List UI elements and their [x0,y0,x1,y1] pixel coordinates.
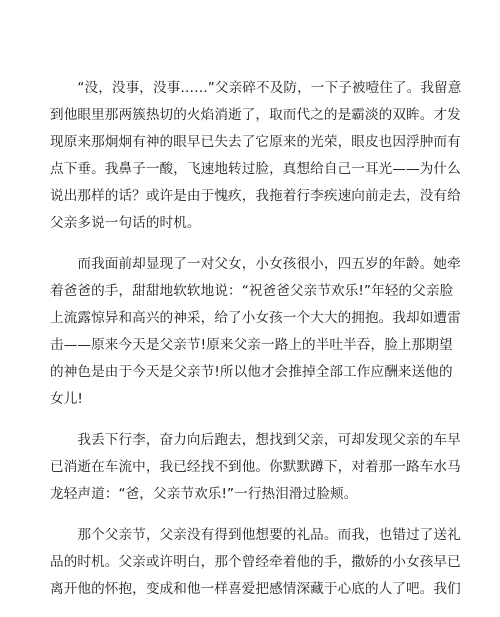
text-line: 说出那样的话？或许是由于愧疚，我拖着行李疾速向前走去，没有给 [50,188,461,204]
text-line: 而我面前却显现了一对父女，小女孩很小，四五岁的年龄。她牵 [50,256,461,272]
text-line: 的神色是由于今天是父亲节!所以他才会推掉全部工作应酬来送他的 [50,364,453,380]
text-line: 离开他的怀抱，变成和他一样喜爱把感情深藏于心底的人了吧。我们 [50,581,461,597]
paragraph-1 [50,75,462,237]
text-line: 到他眼里那两簇热切的火焰消逝了，取而代之的是霸淡的双眸。才发 [50,107,461,123]
text-line: “没，没事，没事……”父亲碎不及防，一下子被噎住了。我留意 [50,80,462,96]
paragraph-3 [50,427,461,508]
text-line: 已消逝在车流中，我已经找不到他。你默默蹲下，对着那一路车水马 [50,459,461,475]
paragraph-2 [50,251,461,413]
paragraph-4 [50,522,461,603]
text-line: 品的时机。父亲或许明白，那个曾经牵着他的手，撒娇的小女孩早已 [50,554,461,570]
text-line: 父亲多说一句话的时机。 [50,215,201,231]
text-line: 着爸爸的手，甜甜地软软地说：“祝爸爸父亲节欢乐!”年轻的父亲脸 [50,283,454,299]
text-line: 那个父亲节，父亲没有得到他想要的礼品。而我，也错过了送礼 [50,527,461,543]
text-line: 我丢下行李，奋力向后跑去，想找到父亲，可却发现父亲的车早 [50,432,461,448]
article-body [50,75,462,617]
text-line: 点下垂。我鼻子一酸，飞速地转过脸，真想给自己一耳光——为什么 [50,161,461,177]
text-line: 击——原来今天是父亲节!原来父亲一路上的半吐半吞，脸上那期望 [50,337,453,353]
text-line: 女儿! [50,391,83,407]
text-line: 现原来那炯炯有神的眼早已失去了它原来的光荣，眼皮也因浮肿而有 [50,134,461,150]
text-line: 龙轻声道：“爸，父亲节欢乐!”一行热泪滑过脸颊。 [50,486,358,502]
text-line: 上流露惊异和高兴的神采，给了小女孩一个大大的拥抱。我却如遭雷 [50,310,461,326]
